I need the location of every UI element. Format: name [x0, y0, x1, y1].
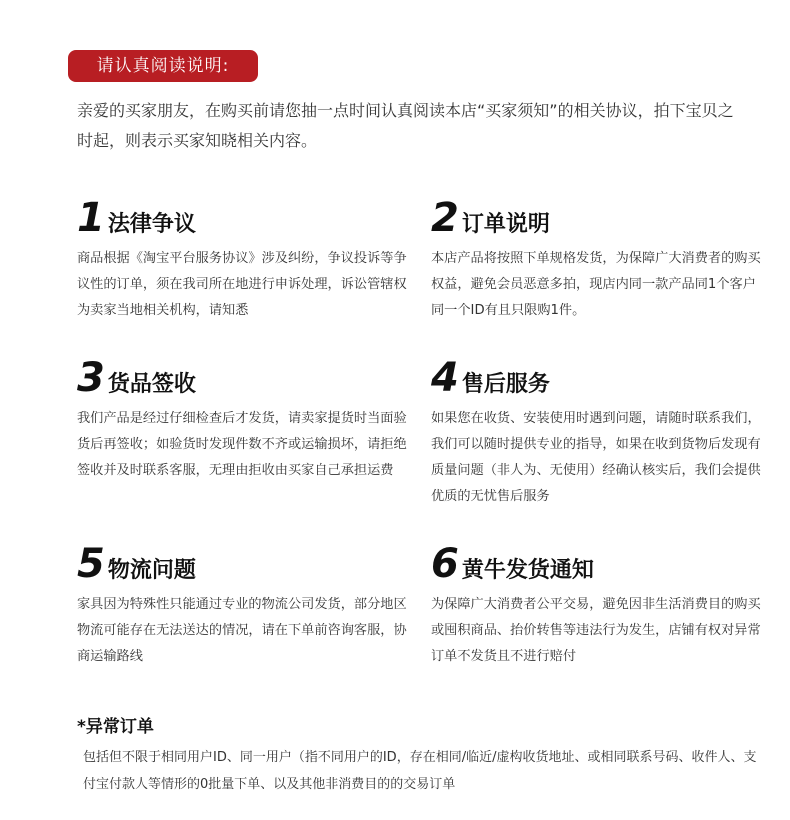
section-body: 商品根据《淘宝平台服务协议》涉及纠纷，争议投诉等争议性的订单，须在我司所在地进行申诉处理，诉讼管辖权为卖家当地相关机构，请知悉 — [77, 251, 407, 318]
abnormal-order-title: *异常订单 — [77, 717, 154, 737]
section-order-notes — [431, 196, 761, 324]
section-header — [431, 542, 761, 586]
section-number: 4 — [431, 355, 459, 401]
section-number: 3 — [77, 355, 105, 401]
section-number: 2 — [431, 195, 459, 241]
section-logistics — [77, 542, 407, 670]
section-body: 本店产品将按照下单规格发货，为保障广大消费者的购买权益，避免会员恶意多拍，现店内同一款产品同1个客户同一个ID有且只限购1件。 — [431, 251, 761, 318]
section-body: 家具因为特殊性只能通过专业的物流公司发货，部分地区物流可能存在无法送达的情况，请在下单前咨询客服，协商运输路线 — [77, 597, 407, 664]
abnormal-order-body: 包括但不限于相同用户ID、同一用户（指不同用户的ID，存在相同/临近/虚构收货地址、或相同联系号码、收件人、支付宝付款人等情形的0批量下单、以及其他非消费目的的交易订单 — [83, 750, 757, 792]
section-header — [431, 196, 761, 240]
section-number: 1 — [77, 195, 105, 241]
section-legal-dispute — [77, 196, 407, 324]
section-goods-receipt — [77, 356, 407, 484]
section-title: 黄牛发货通知 — [461, 558, 594, 583]
section-header — [77, 542, 407, 586]
section-title: 订单说明 — [461, 212, 550, 237]
section-title: 法律争议 — [107, 212, 196, 237]
section-title: 物流问题 — [107, 558, 196, 583]
section-body: 我们产品是经过仔细检查后才发货，请卖家提货时当面验货后再签收；如验货时发现件数不齐或运输损坏，请拒绝签收并及时联系客服，无理由拒收由买家自己承担运费 — [77, 411, 407, 478]
intro-paragraph: 亲爱的买家朋友，在购买前请您抽一点时间认真阅读本店“买家须知”的相关协议，拍下宝贝之时起，则表示买家知晓相关内容。 — [77, 101, 734, 150]
section-number: 6 — [431, 541, 459, 587]
section-body: 为保障广大消费者公平交易，避免因非生活消费目的购买或囤积商品、抬价转售等违法行为发生，店铺有权对异常订单不发货且不进行赔付 — [431, 597, 761, 664]
section-after-sales — [431, 356, 761, 510]
section-scalper-notice — [431, 542, 761, 670]
section-body: 如果您在收货、安装使用时遇到问题，请随时联系我们，我们可以随时提供专业的指导，如果在收到货物后发现有质量问题（非人为、无使用）经确认核实后，我们会提供优质的无忧售后服务 — [431, 411, 761, 504]
section-number: 5 — [77, 541, 105, 587]
section-header — [77, 196, 407, 240]
section-title: 货品签收 — [107, 372, 196, 397]
section-header — [431, 356, 761, 400]
instructions-badge: 请认真阅读说明: — [68, 50, 258, 82]
section-title: 售后服务 — [461, 372, 550, 397]
section-header — [77, 356, 407, 400]
